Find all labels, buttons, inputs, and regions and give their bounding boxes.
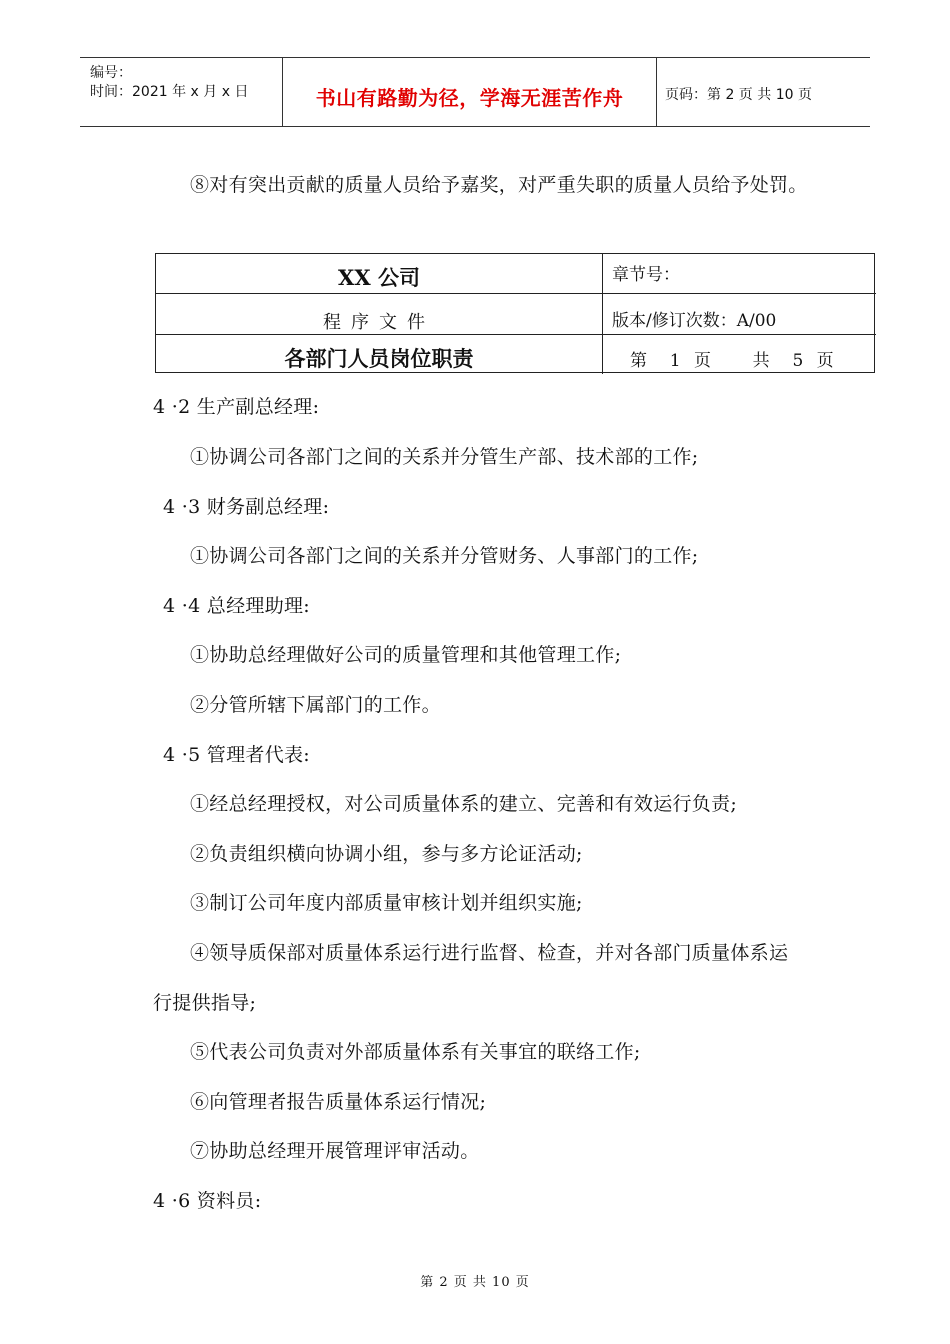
header-page-cell bbox=[655, 58, 870, 126]
page-header bbox=[80, 57, 870, 127]
doc-title: 各部门人员岗位职责 bbox=[284, 346, 474, 371]
list-item-continuation: 行提供指导; bbox=[153, 992, 257, 1014]
header-page-label: 页码：第 2 页 共 10 页 bbox=[665, 87, 812, 103]
section-heading: 4 ·2 生产副总经理: bbox=[153, 396, 320, 418]
document-control-table bbox=[155, 253, 875, 373]
time-label: 时间：2021 年 x 月 x 日 bbox=[90, 84, 249, 100]
section-heading: 4 ·3 财务副总经理: bbox=[163, 496, 330, 518]
list-item: ②负责组织横向协调小组，参与多方论证活动; bbox=[190, 843, 583, 865]
list-item: ③制订公司年度内部质量审核计划并组织实施; bbox=[190, 892, 583, 914]
header-motto-cell bbox=[282, 58, 657, 126]
table-page-number: 第 1 页 共 5 页 bbox=[630, 351, 838, 371]
page-footer: 第 2 页 共 10 页 bbox=[420, 1275, 530, 1290]
version-label: 版本/修订次数：A/00 bbox=[612, 311, 777, 331]
list-item: ①协调公司各部门之间的关系并分管生产部、技术部的工作; bbox=[190, 446, 699, 468]
list-item: ⑤代表公司负责对外部质量体系有关事宜的联络工作; bbox=[190, 1041, 641, 1063]
list-item: ①经总经理授权，对公司质量体系的建立、完善和有效运行负责; bbox=[190, 793, 738, 815]
list-item: ②分管所辖下属部门的工作。 bbox=[190, 694, 441, 716]
list-item: ⑦协助总经理开展管理评审活动。 bbox=[190, 1140, 480, 1162]
number-label: 编号： bbox=[90, 65, 132, 81]
company-name: XX 公司 bbox=[338, 265, 420, 290]
table-divider bbox=[156, 334, 876, 335]
intro-line: ⑧对有突出贡献的质量人员给予嘉奖，对严重失职的质量人员给予处罚。 bbox=[190, 174, 808, 196]
section-heading: 4 ·4 总经理助理: bbox=[163, 595, 310, 617]
list-item: ①协助总经理做好公司的质量管理和其他管理工作; bbox=[190, 644, 622, 666]
motto: 书山有路勤为径，学海无涯苦作舟 bbox=[315, 86, 624, 110]
list-item: ①协调公司各部门之间的关系并分管财务、人事部门的工作; bbox=[190, 545, 699, 567]
header-meta bbox=[80, 58, 282, 126]
chapter-label: 章节号： bbox=[612, 265, 680, 285]
doc-type: 程序文件 bbox=[323, 312, 435, 333]
section-heading: 4 ·6 资料员: bbox=[153, 1190, 262, 1212]
table-divider bbox=[602, 254, 603, 374]
list-item: ④领导质保部对质量体系运行进行监督、检查，并对各部门质量体系运 bbox=[190, 942, 789, 964]
list-item: ⑥向管理者报告质量体系运行情况; bbox=[190, 1091, 487, 1113]
table-divider bbox=[156, 293, 876, 294]
section-heading: 4 ·5 管理者代表: bbox=[163, 744, 310, 766]
